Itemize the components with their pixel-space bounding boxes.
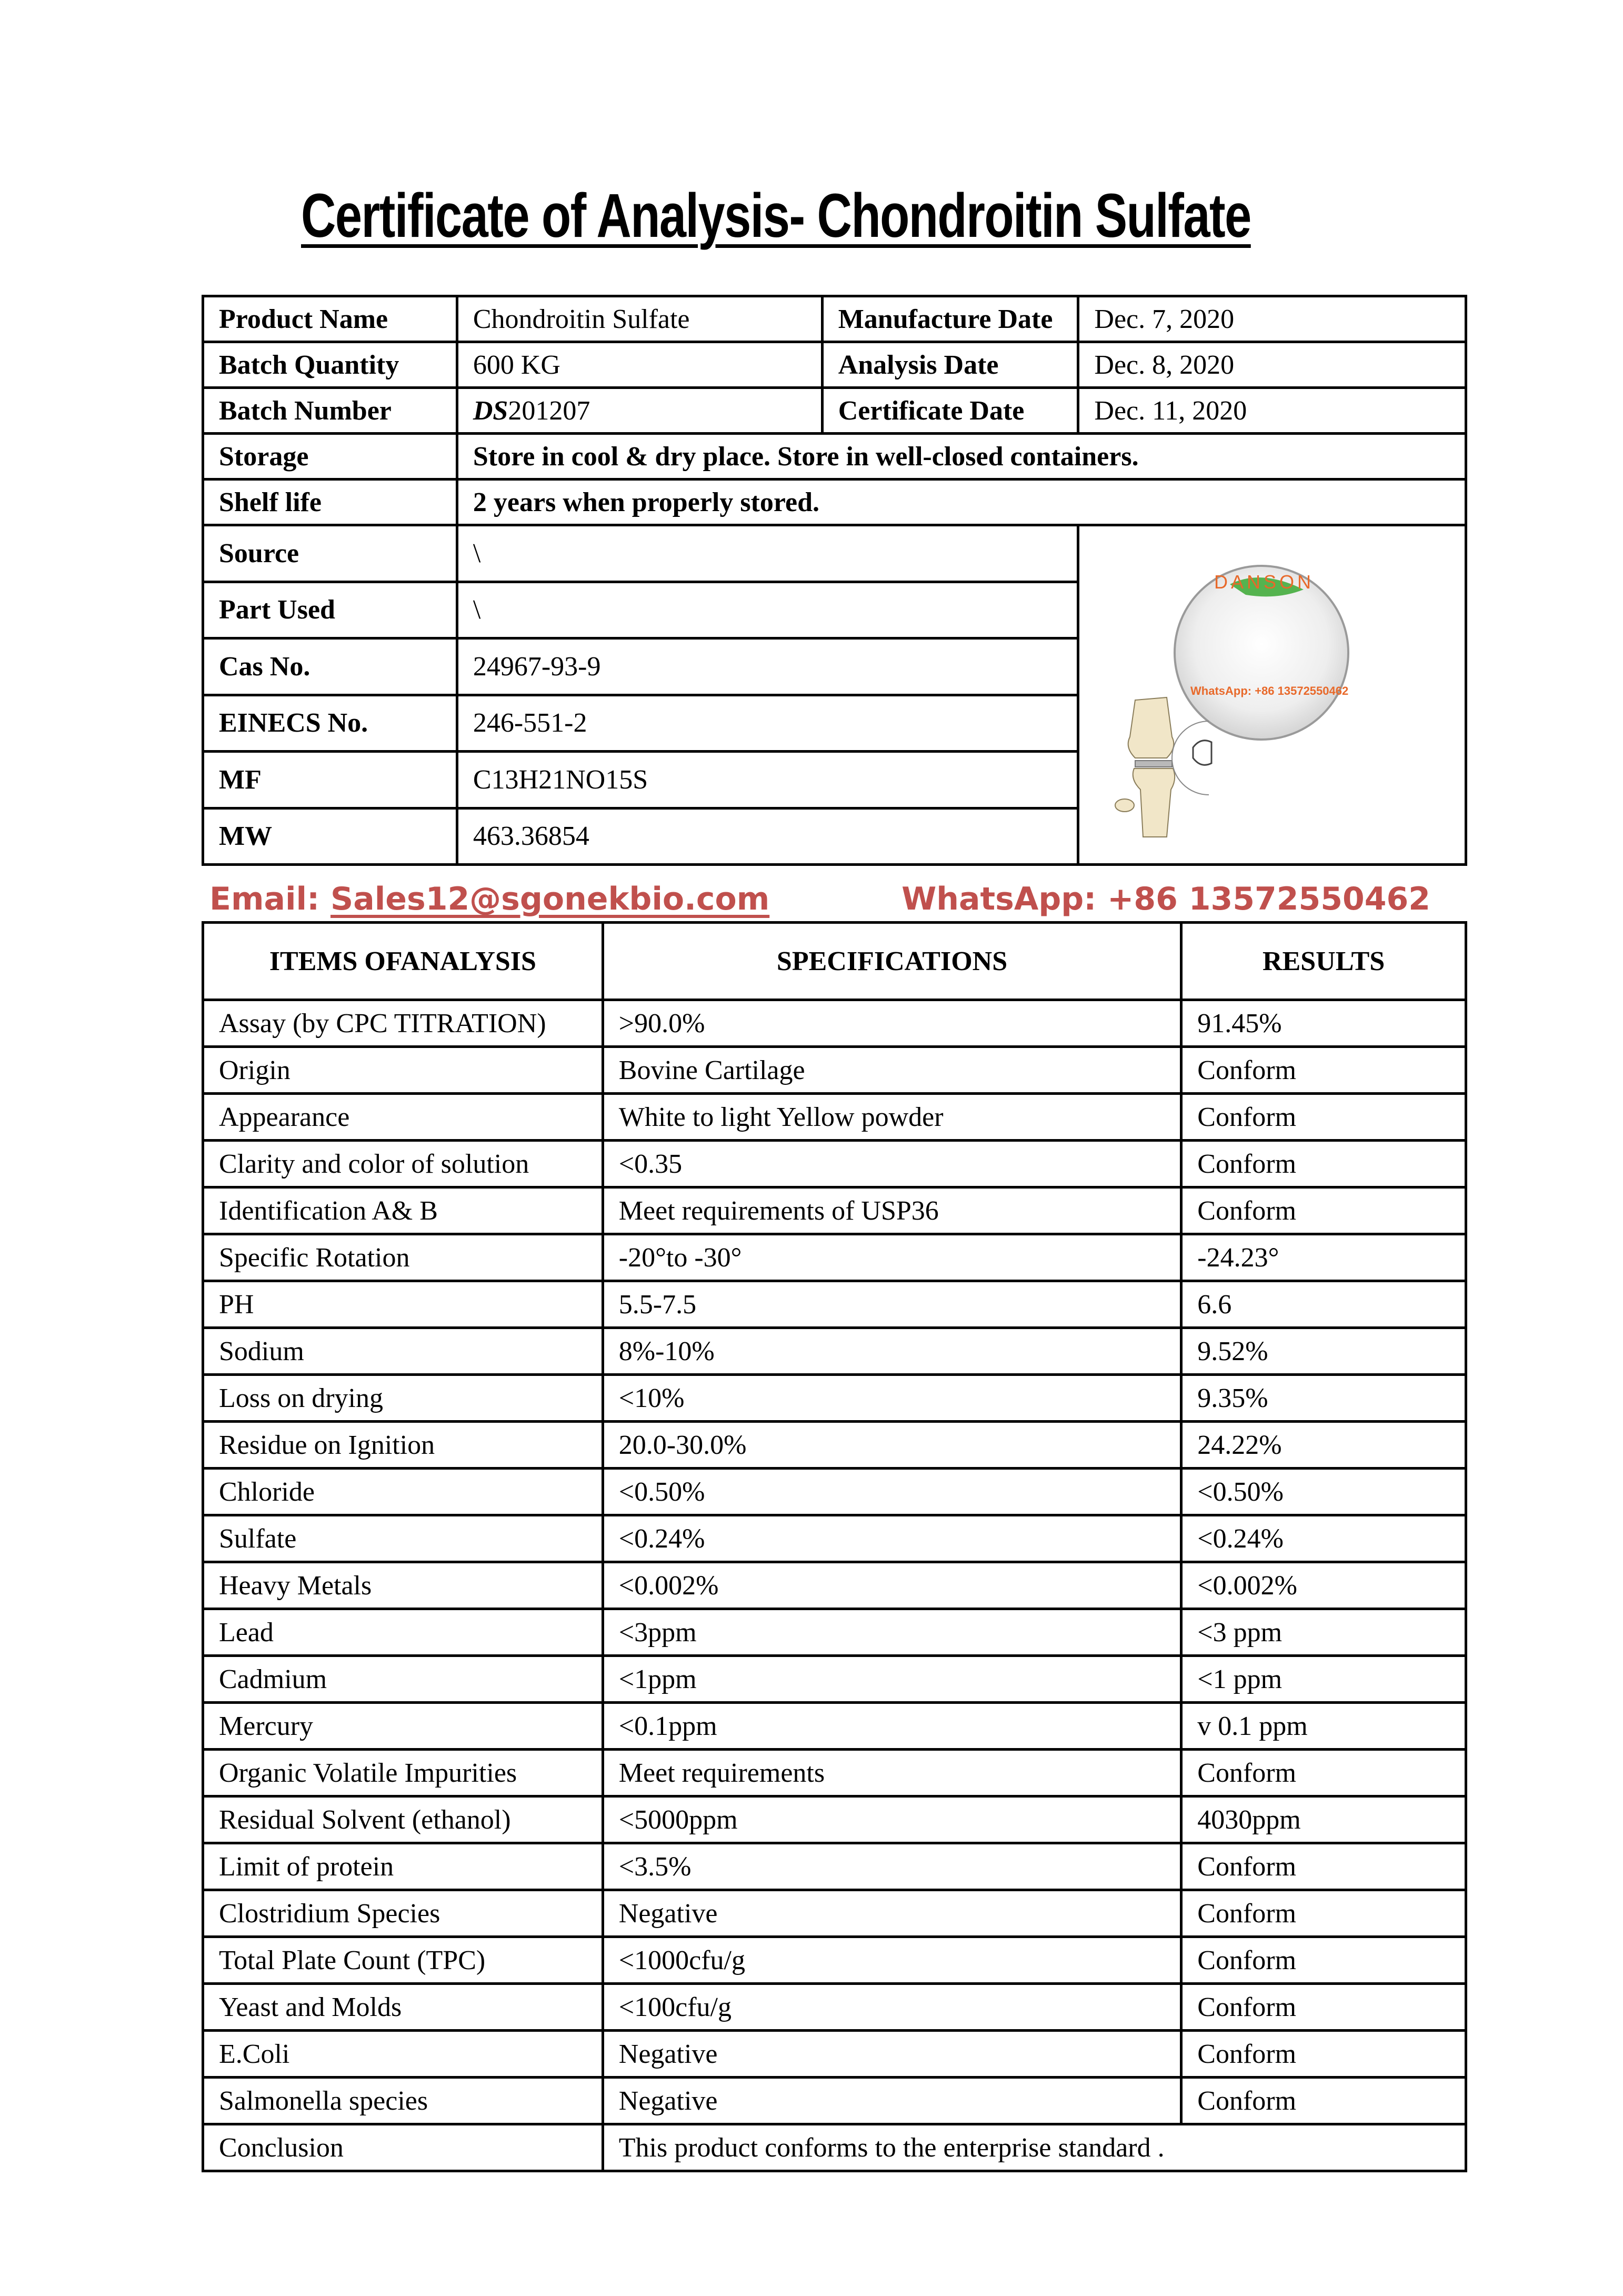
batch-quantity-label: Batch Quantity [203, 342, 457, 388]
analysis-item: Sodium [203, 1328, 603, 1375]
analysis-item: Cadmium [203, 1656, 603, 1703]
analysis-row [203, 1890, 1466, 1937]
analysis-result: Conform [1181, 2078, 1466, 2124]
certificate-date-value: Dec. 11, 2020 [1078, 388, 1466, 434]
analysis-item: Yeast and Molds [203, 1984, 603, 2031]
mw-label: MW [203, 808, 457, 865]
manufacture-date-value: Dec. 7, 2020 [1078, 296, 1466, 342]
analysis-spec: <0.002% [603, 1562, 1181, 1609]
part-used-value: \ [457, 582, 1078, 638]
email-contact [209, 878, 769, 920]
analysis-result: Conform [1181, 1094, 1466, 1141]
batch-number-prefix: DS [473, 395, 508, 426]
analysis-spec: 5.5-7.5 [603, 1281, 1181, 1328]
mf-label: MF [203, 752, 457, 808]
analysis-item: Residual Solvent (ethanol) [203, 1796, 603, 1843]
analysis-result: 24.22% [1181, 1422, 1466, 1469]
analysis-header-row [203, 923, 1466, 1000]
analysis-result: Conform [1181, 1187, 1466, 1234]
analysis-date-label: Analysis Date [822, 342, 1078, 388]
analysis-row [203, 1281, 1466, 1328]
analysis-row [203, 1000, 1466, 1047]
analysis-result: 91.45% [1181, 1000, 1466, 1047]
analysis-row [203, 1937, 1466, 1984]
mf-value: C13H21NO15S [457, 752, 1078, 808]
analysis-spec: <100cfu/g [603, 1984, 1181, 2031]
analysis-item: Sulfate [203, 1515, 603, 1562]
analysis-spec: Negative [603, 2031, 1181, 2078]
source-value: \ [457, 525, 1078, 582]
analysis-result: <0.50% [1181, 1469, 1466, 1515]
batch-quantity-value: 600 KG [457, 342, 822, 388]
product-name-label: Product Name [203, 296, 457, 342]
analysis-spec: <1ppm [603, 1656, 1181, 1703]
email-label: Email: [209, 881, 331, 917]
product-info-table [202, 295, 1467, 866]
analysis-result: Conform [1181, 1750, 1466, 1796]
conclusion-row [203, 2124, 1466, 2171]
analysis-item: Clarity and color of solution [203, 1141, 603, 1187]
analysis-spec: <3ppm [603, 1609, 1181, 1656]
whatsapp-contact: WhatsApp: +86 13572550462 [901, 881, 1430, 917]
analysis-result: Conform [1181, 1890, 1466, 1937]
part-used-label: Part Used [203, 582, 457, 638]
einecs-no-value: 246-551-2 [457, 695, 1078, 752]
analysis-item: Residue on Ignition [203, 1422, 603, 1469]
analysis-row [203, 2031, 1466, 2078]
analysis-item: Organic Volatile Impurities [203, 1750, 603, 1796]
analysis-item: Clostridium Species [203, 1890, 603, 1937]
document-title: Certificate of Analysis- Chondroitin Sulfate [301, 181, 1251, 251]
product-image-cell [1078, 525, 1466, 865]
analysis-row [203, 1703, 1466, 1750]
storage-label: Storage [203, 434, 457, 480]
info-row [203, 342, 1466, 388]
info-row [203, 296, 1466, 342]
analysis-item: Chloride [203, 1469, 603, 1515]
analysis-spec: <10% [603, 1375, 1181, 1422]
analysis-spec: Negative [603, 2078, 1181, 2124]
batch-number-value [457, 388, 822, 434]
analysis-row [203, 1469, 1466, 1515]
analysis-row [203, 1187, 1466, 1234]
analysis-result: Conform [1181, 2031, 1466, 2078]
analysis-result: Conform [1181, 1984, 1466, 2031]
analysis-item: Salmonella species [203, 2078, 603, 2124]
analysis-row [203, 1656, 1466, 1703]
product-name-value: Chondroitin Sulfate [457, 296, 822, 342]
analysis-row [203, 1515, 1466, 1562]
analysis-item: Heavy Metals [203, 1562, 603, 1609]
cas-no-label: Cas No. [203, 638, 457, 695]
conclusion-value: This product conforms to the enterprise standard . [603, 2124, 1466, 2171]
mw-value: 463.36854 [457, 808, 1078, 865]
analysis-spec: <0.50% [603, 1469, 1181, 1515]
analysis-row [203, 1843, 1466, 1890]
analysis-item: E.Coli [203, 2031, 603, 2078]
analysis-row [203, 1375, 1466, 1422]
analysis-result: <1 ppm [1181, 1656, 1466, 1703]
brand-watermark: DANSON [1214, 571, 1315, 593]
analysis-spec: Bovine Cartilage [603, 1047, 1181, 1094]
header-results: RESULTS [1181, 923, 1466, 1000]
analysis-spec: <0.24% [603, 1515, 1181, 1562]
analysis-row [203, 1234, 1466, 1281]
analysis-item: Appearance [203, 1094, 603, 1141]
analysis-row [203, 1047, 1466, 1094]
analysis-result: <0.002% [1181, 1562, 1466, 1609]
analysis-spec: 8%-10% [603, 1328, 1181, 1375]
storage-value: Store in cool & dry place. Store in well-closed containers. [457, 434, 1466, 480]
image-watermark: WhatsApp: +86 13572550462 [1190, 684, 1349, 697]
analysis-item: PH [203, 1281, 603, 1328]
knee-joint-icon [1115, 697, 1175, 837]
analysis-spec: Negative [603, 1890, 1181, 1937]
analysis-row [203, 1609, 1466, 1656]
header-specifications: SPECIFICATIONS [603, 923, 1181, 1000]
analysis-result: -24.23° [1181, 1234, 1466, 1281]
info-row [203, 480, 1466, 525]
contact-line [209, 878, 1430, 920]
analysis-row [203, 2078, 1466, 2124]
analysis-table [202, 921, 1467, 2172]
analysis-result: Conform [1181, 1047, 1466, 1094]
shelf-life-value: 2 years when properly stored. [457, 480, 1466, 525]
analysis-item: Origin [203, 1047, 603, 1094]
analysis-result: 6.6 [1181, 1281, 1466, 1328]
analysis-result: Conform [1181, 1141, 1466, 1187]
analysis-result: Conform [1181, 1937, 1466, 1984]
analysis-item: Specific Rotation [203, 1234, 603, 1281]
analysis-spec: -20°to -30° [603, 1234, 1181, 1281]
analysis-item: Total Plate Count (TPC) [203, 1937, 603, 1984]
analysis-result: <3 ppm [1181, 1609, 1466, 1656]
batch-number-suffix: 201207 [508, 395, 590, 426]
analysis-spec: Meet requirements [603, 1750, 1181, 1796]
cartilage-detail-icon [1172, 721, 1211, 795]
source-label: Source [203, 525, 457, 582]
analysis-spec: <5000ppm [603, 1796, 1181, 1843]
analysis-spec: 20.0-30.0% [603, 1422, 1181, 1469]
batch-number-label: Batch Number [203, 388, 457, 434]
analysis-item: Assay (by CPC TITRATION) [203, 1000, 603, 1047]
analysis-item: Loss on drying [203, 1375, 603, 1422]
email-link[interactable]: Sales12@sgonekbio.com [330, 881, 770, 917]
analysis-item: Lead [203, 1609, 603, 1656]
analysis-item: Identification A& B [203, 1187, 603, 1234]
shelf-life-label: Shelf life [203, 480, 457, 525]
info-row [203, 434, 1466, 480]
cas-no-value: 24967-93-9 [457, 638, 1078, 695]
analysis-result: Conform [1181, 1843, 1466, 1890]
analysis-spec: <3.5% [603, 1843, 1181, 1890]
analysis-spec: >90.0% [603, 1000, 1181, 1047]
analysis-spec: <0.1ppm [603, 1703, 1181, 1750]
analysis-row [203, 1750, 1466, 1796]
analysis-spec: <1000cfu/g [603, 1937, 1181, 1984]
header-items: ITEMS OFANALYSIS [203, 923, 603, 1000]
info-row [203, 525, 1466, 582]
analysis-row [203, 1141, 1466, 1187]
analysis-row [203, 1796, 1466, 1843]
einecs-no-label: EINECS No. [203, 695, 457, 752]
analysis-row [203, 1984, 1466, 2031]
conclusion-label: Conclusion [203, 2124, 603, 2171]
certificate-date-label: Certificate Date [822, 388, 1078, 434]
analysis-result: 9.52% [1181, 1328, 1466, 1375]
analysis-item: Limit of protein [203, 1843, 603, 1890]
analysis-spec: White to light Yellow powder [603, 1094, 1181, 1141]
analysis-result: 4030ppm [1181, 1796, 1466, 1843]
info-row [203, 388, 1466, 434]
powder-dish-illustration [1088, 526, 1456, 863]
analysis-row [203, 1562, 1466, 1609]
manufacture-date-label: Manufacture Date [822, 296, 1078, 342]
analysis-result: v 0.1 ppm [1181, 1703, 1466, 1750]
analysis-row [203, 1422, 1466, 1469]
analysis-row [203, 1094, 1466, 1141]
analysis-row [203, 1328, 1466, 1375]
analysis-result: 9.35% [1181, 1375, 1466, 1422]
analysis-item: Mercury [203, 1703, 603, 1750]
analysis-spec: Meet requirements of USP36 [603, 1187, 1181, 1234]
analysis-date-value: Dec. 8, 2020 [1078, 342, 1466, 388]
product-image [1088, 526, 1456, 863]
analysis-result: <0.24% [1181, 1515, 1466, 1562]
analysis-spec: <0.35 [603, 1141, 1181, 1187]
